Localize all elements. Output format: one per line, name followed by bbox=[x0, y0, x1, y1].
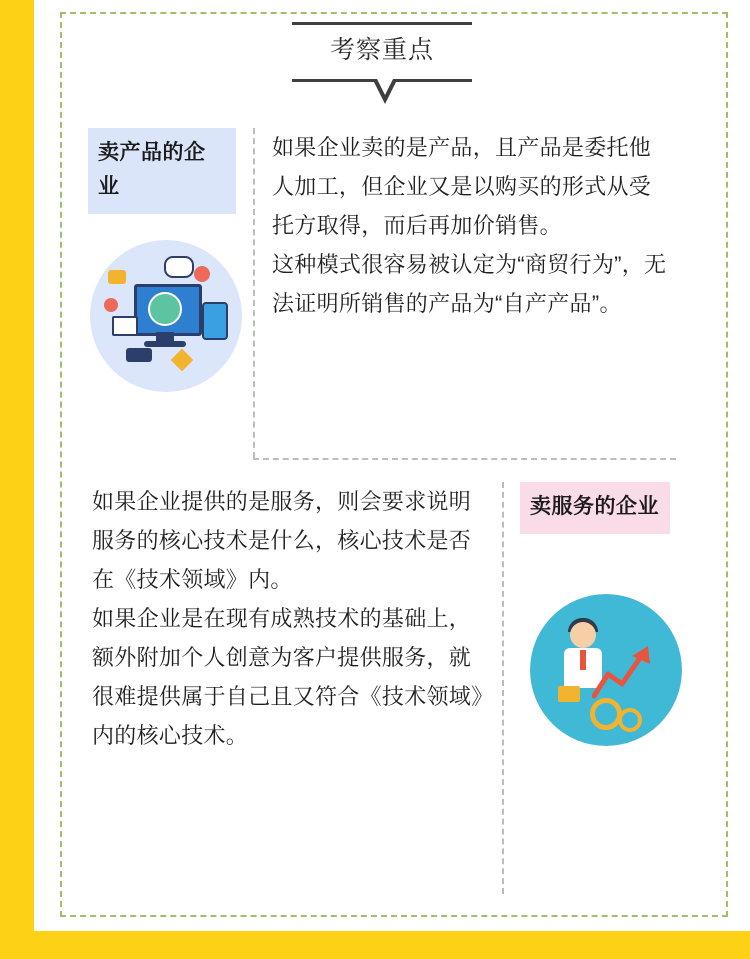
briefcase-icon bbox=[558, 686, 580, 702]
divider-horizontal bbox=[253, 458, 676, 460]
tablet-icon bbox=[202, 302, 228, 340]
gear-icon bbox=[590, 698, 622, 730]
section-services bbox=[88, 482, 676, 902]
globe-icon bbox=[148, 292, 182, 326]
businessman-growth-icon bbox=[530, 594, 682, 746]
red-dot-icon bbox=[194, 266, 210, 282]
chat-bubble-icon bbox=[164, 256, 194, 278]
keyboard-icon bbox=[126, 348, 152, 362]
divider-vertical-top bbox=[253, 128, 255, 458]
computer-ecommerce-icon bbox=[90, 240, 242, 392]
page-title: 考察重点 bbox=[329, 36, 434, 64]
paragraph: 如果企业提供的是服务，则会要求说明服务的核心技术是什么，核心技术是否在《技术领域》内。 bbox=[92, 489, 472, 592]
section-products bbox=[88, 128, 676, 468]
gear-small-icon bbox=[618, 708, 642, 732]
section-products-label: 卖产品的企业 bbox=[88, 128, 236, 214]
letter-icon bbox=[112, 316, 138, 336]
star-icon bbox=[171, 349, 194, 372]
header-speech-bubble bbox=[292, 22, 472, 82]
paragraph: 如果企业是在现有成熟技术的基础上，额外附加个人创意为客户提供服务，就很难提供属于自己且又符合《技术领域》内的核心技术。 bbox=[92, 606, 483, 748]
paragraph: 这种模式很容易被认定为“商贸行为”，无法证明所销售的产品为“自产产品”。 bbox=[272, 252, 667, 316]
tie-icon bbox=[580, 650, 586, 670]
paragraph: 如果企业卖的是产品，且产品是委托他人加工，但企业又是以购买的形式从受托方取得，而后再加价销售。 bbox=[272, 135, 652, 238]
frame-left-bar bbox=[0, 0, 34, 959]
section-services-label: 卖服务的企业 bbox=[520, 482, 670, 534]
growth-arrow-icon bbox=[592, 644, 658, 704]
divider-vertical-bottom bbox=[502, 482, 504, 894]
bubble-tail-inner-icon bbox=[377, 79, 393, 95]
section-services-text bbox=[92, 482, 490, 755]
envelope-icon bbox=[108, 270, 126, 284]
monitor-base-icon bbox=[144, 341, 186, 347]
frame-bottom-bar bbox=[0, 931, 750, 959]
section-products-text bbox=[272, 128, 672, 323]
red-circle-icon bbox=[104, 298, 118, 312]
